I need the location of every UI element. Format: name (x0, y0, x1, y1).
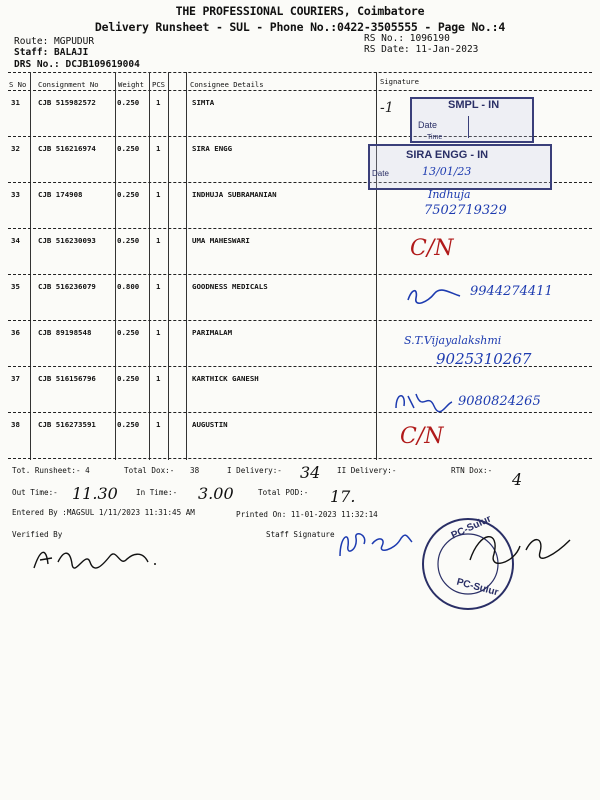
row-pcs: 1 (156, 420, 161, 429)
row-consignee: GOODNESS MEDICALS (192, 282, 268, 291)
verified-by-label: Verified By (12, 530, 63, 539)
rs-date: RS Date: 11-Jan-2023 (364, 44, 479, 55)
i-delivery-label: I Delivery:- (227, 466, 282, 475)
row-sno: 36 (11, 328, 20, 337)
row-pcs: 1 (156, 190, 161, 199)
row-weight: 0.800 (117, 282, 140, 291)
row-weight: 0.250 (117, 190, 140, 199)
rtn-dox-value: 4 (512, 470, 523, 489)
row37-phone: 9080824265 (458, 394, 541, 409)
row-weight: 0.250 (117, 374, 140, 383)
total-dox-value: 38 (190, 466, 200, 475)
rs-number: RS No.: 1096190 (364, 33, 450, 44)
row36-phone: 9025310267 (436, 350, 532, 368)
row36-signature-name: S.T.Vijayalakshmi (404, 334, 502, 347)
row31-mark: -1 (380, 100, 394, 116)
row37-signature-scribble (392, 388, 454, 414)
round-stamp-top-text: PC-Sulur (449, 513, 494, 542)
separator-consignment (115, 72, 116, 460)
col-pcs: PCS (152, 80, 165, 89)
separator-weight (149, 72, 150, 460)
row-sno: 34 (11, 236, 20, 245)
row-sno: 37 (11, 374, 20, 383)
col-consignee: Consignee Details (190, 80, 264, 89)
printed-on: Printed On: 11-01-2023 11:32:14 (236, 510, 378, 519)
i-delivery-value: 34 (300, 463, 321, 482)
staff-signature-scribble (334, 526, 414, 562)
entered-by: Entered By :MAGSUL 1/11/2023 11:31:45 AM (12, 508, 195, 517)
ii-delivery-label: II Delivery:- (337, 466, 397, 475)
row-weight: 0.250 (117, 144, 140, 153)
row-pcs: 1 (156, 98, 161, 107)
verified-by-signature (30, 540, 170, 574)
out-time-label: Out Time:- (12, 488, 58, 497)
runsheet-title: Delivery Runsheet - SUL - Phone No.:0422-3505555 - Page No.:4 (94, 20, 506, 34)
in-time-label: In Time:- (136, 488, 178, 497)
row38-signature: C/N (400, 424, 444, 449)
sira-stamp-handwritten-date: 13/01/23 (422, 165, 472, 178)
header-top-rule (8, 72, 592, 73)
row-consignment: CJB 89198548 (38, 328, 92, 337)
row-sno: 38 (11, 420, 20, 429)
table-bottom-rule (8, 458, 592, 459)
row-pcs: 1 (156, 236, 161, 245)
col-signature: Signature (380, 77, 419, 86)
row-sno: 32 (11, 144, 20, 153)
row-weight: 0.250 (117, 236, 140, 245)
rtn-dox-label: RTN Dox:- (451, 466, 493, 475)
company-title: THE PROFESSIONAL COURIERS, Coimbatore (175, 4, 425, 18)
staff-signature-label: Staff Signature (266, 530, 335, 539)
row33-signature-name: Indhuja (428, 188, 471, 201)
row-consignee: SIMTA (192, 98, 215, 107)
row35-phone: 9944274411 (470, 284, 553, 299)
row-consignee: KARTHICK GANESH (192, 374, 259, 383)
row-consignee: UMA MAHESWARI (192, 236, 250, 245)
row-consignee: INDHUJA SUBRAMANIAN (192, 190, 277, 199)
smpl-stamp-divider (468, 116, 469, 138)
col-consignment: Consignment No (38, 80, 99, 89)
row-weight: 0.250 (117, 328, 140, 337)
out-time-value: 11.30 (72, 484, 118, 503)
tot-runsheet: Tot. Runsheet:- 4 (12, 466, 90, 475)
row-sno: 31 (11, 98, 20, 107)
separator-signature (376, 72, 377, 460)
row-consignment: CJB 516273591 (38, 420, 96, 429)
round-stamp-bottom-text: PC-Sulur (455, 576, 500, 599)
smpl-stamp-title: SMPL - IN (448, 99, 500, 111)
row-consignment: CJB 516216974 (38, 144, 96, 153)
drs-number: DRS No.: DCJB109619004 (14, 59, 140, 70)
smpl-stamp-date: Date (418, 120, 438, 130)
row35-signature-scribble (404, 282, 464, 308)
in-time-value: 3.00 (198, 484, 234, 503)
row-weight: 0.250 (117, 98, 140, 107)
row-consignment: CJB 516230093 (38, 236, 96, 245)
header-bottom-rule (8, 90, 592, 91)
row-rule (8, 412, 592, 413)
row-pcs: 1 (156, 144, 161, 153)
row-rule (8, 228, 592, 229)
separator-consignee (186, 72, 187, 460)
col-sno: S No (9, 80, 27, 89)
row-pcs: 1 (156, 374, 161, 383)
total-dox-label: Total Dox:- (124, 466, 175, 475)
row33-phone: 7502719329 (424, 203, 507, 218)
row-consignee: PARIMALAM (192, 328, 233, 337)
row-consignment: CJB 515982572 (38, 98, 96, 107)
total-pod-label: Total POD:- (258, 488, 309, 497)
row-consignee: SIRA ENGG (192, 144, 233, 153)
sira-stamp-date: Date (372, 169, 389, 178)
row-rule (8, 320, 592, 321)
row-sno: 35 (11, 282, 20, 291)
sira-stamp-title: SIRA ENGG - IN (406, 149, 489, 161)
row-rule (8, 274, 592, 275)
col-weight: Weight (118, 80, 144, 89)
total-pod-value: 17. (330, 487, 356, 506)
row34-signature: C/N (410, 236, 454, 261)
smpl-stamp-time: Time (427, 134, 443, 141)
row-pcs: 1 (156, 282, 161, 291)
row-consignment: CJB 516156796 (38, 374, 96, 383)
route-label: Route: MGPUDUR (14, 36, 95, 47)
separator-pcs (168, 72, 169, 460)
stamp-over-signature (430, 520, 580, 580)
separator-sno (30, 72, 31, 460)
row-sno: 33 (11, 190, 20, 199)
row-weight: 0.250 (117, 420, 140, 429)
staff-label: Staff: BALAJI (14, 47, 89, 58)
row-pcs: 1 (156, 328, 161, 337)
row-consignment: CJB 516236079 (38, 282, 96, 291)
row-consignee: AUGUSTIN (192, 420, 228, 429)
row-consignment: CJB 174908 (38, 190, 83, 199)
